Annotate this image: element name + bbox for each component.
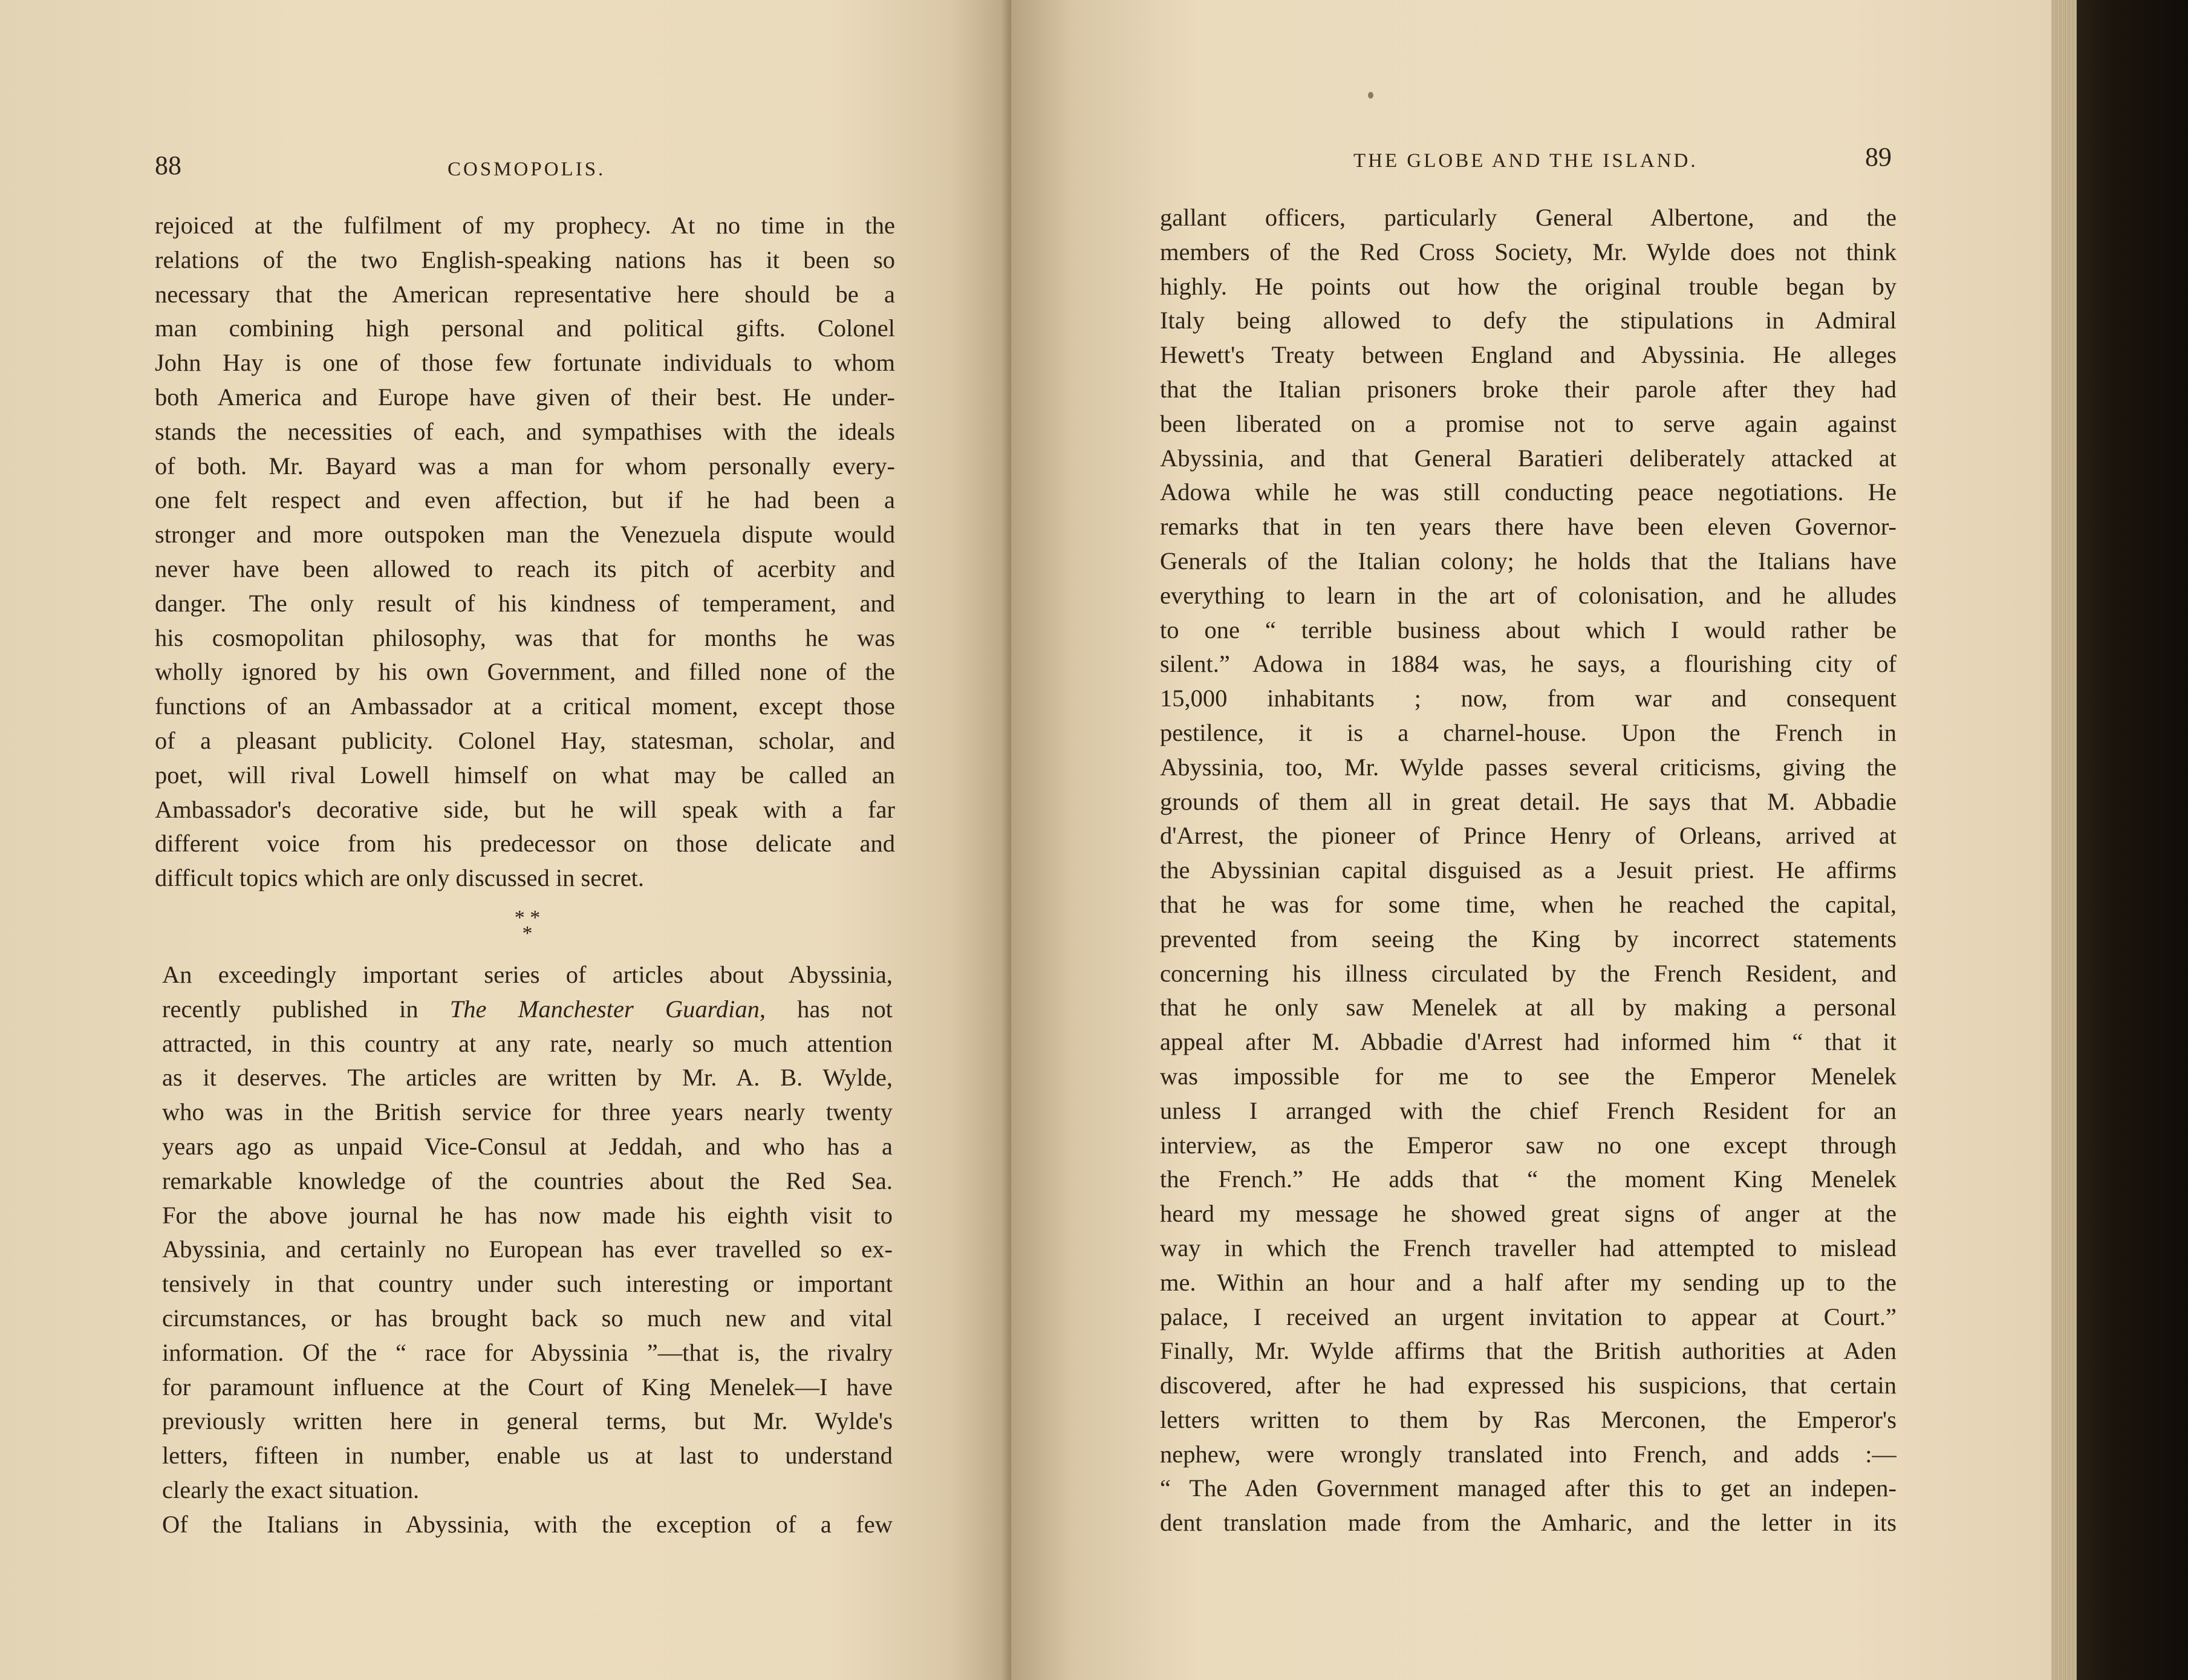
text-line: difficult topics which are only discussed in secret. <box>155 864 645 892</box>
text-line: functions of an Ambassador at a critical moment, except those <box>155 692 895 720</box>
page-number-left: 88 <box>155 151 181 180</box>
text-line: been liberated on a promise not to serve again against <box>1160 409 1897 437</box>
text-line: remarkable knowledge of the countries about the Red Sea. <box>162 1167 893 1194</box>
text-line: grounds of them all in great detail. He says that M. Abbadie <box>1160 787 1897 815</box>
text-line: nephew, were wrongly translated into French, and adds :— <box>1160 1440 1897 1468</box>
text-line: prevented from seeing the King by incorrect statements <box>1160 925 1897 952</box>
text-line: of a pleasant publicity. Colonel Hay, statesman, scholar, and <box>155 726 895 754</box>
text-line: circumstances, or has brought back so much new and vital <box>162 1304 893 1332</box>
text-line: d'Arrest, the pioneer of Prince Henry of Orleans, arrived at <box>1160 822 1897 850</box>
text-line: Finally, Mr. Wylde affirms that the British authorities at Aden <box>1160 1337 1897 1365</box>
text-line: gallant officers, particularly General Albertone, and the <box>1160 204 1897 231</box>
text-line: concerning his illness circulated by the French Resident, and <box>1160 959 1897 987</box>
text-line: John Hay is one of those few fortunate individuals to whom <box>155 349 895 377</box>
text-line: unless I arranged with the chief French Resident for an <box>1160 1096 1897 1124</box>
text-line: clearly the exact situation. <box>162 1476 420 1503</box>
text-line: everything to learn in the art of colonisation, and he alludes <box>1160 581 1897 609</box>
text-line: silent.” Adowa in 1884 was, he says, a flourishing city of <box>1160 650 1897 678</box>
page-number-right: 89 <box>1865 142 1892 172</box>
right-page <box>1011 0 2051 1680</box>
text-line: tensively in that country under such interesting or important <box>162 1270 893 1298</box>
text-line: the French.” He adds that “ the moment King Menelek <box>1160 1165 1897 1193</box>
text-line: “ The Aden Government managed after this to get an indepen- <box>1160 1474 1897 1502</box>
text-line-with-title: recently published in The Manchester Guardian, has not <box>162 995 893 1023</box>
text-line: stronger and more outspoken man the Venezuela dispute would <box>155 521 895 549</box>
text-line: Of the Italians in Abyssinia, with the exception of a few <box>162 1510 893 1538</box>
text-line: Ambassador's decorative side, but he will speak with a far <box>155 795 895 823</box>
running-head-right: THE GLOBE AND THE ISLAND. <box>1353 150 1698 172</box>
left-text-block-bottom <box>162 958 893 1542</box>
left-page <box>0 0 1011 1680</box>
text-line: danger. The only result of his kindness of temperament, and <box>155 589 895 617</box>
text-line: information. Of the “ race for Abyssinia ”—that is, the rivalry <box>162 1338 893 1366</box>
text-line: the Abyssinian capital disguised as a Jesuit priest. He affirms <box>1160 856 1897 884</box>
text-line: heard my message he showed great signs of anger at the <box>1160 1200 1897 1228</box>
text-line: that the Italian prisoners broke their parole after they had <box>1160 375 1897 403</box>
text-line: letters, fifteen in number, enable us at last to understand <box>162 1442 893 1470</box>
text-line: letters written to them by Ras Merconen, the Emperor's <box>1160 1405 1897 1433</box>
page-edges <box>2051 0 2077 1680</box>
text-line: that he was for some time, when he reached the capital, <box>1160 890 1897 918</box>
text-line: different voice from his predecessor on those delicate and <box>155 830 895 858</box>
text-line: relations of the two English-speaking nations has it been so <box>155 246 895 273</box>
text-line: years ago as unpaid Vice-Consul at Jeddah, and who has a <box>162 1132 893 1160</box>
text-line: was impossible for me to see the Emperor Menelek <box>1160 1062 1897 1090</box>
text-line: way in which the French traveller had attempted to mislead <box>1160 1234 1897 1262</box>
text-line: For the above journal he has now made his eighth visit to <box>162 1201 893 1229</box>
left-text-block-top <box>155 209 895 896</box>
text-line: attracted, in this country at any rate, nearly so much attention <box>162 1029 893 1057</box>
text-line: his cosmopolitan philosophy, was that for months he was <box>155 623 895 651</box>
right-text-block <box>1160 201 1897 1540</box>
text-line: both America and Europe have given of their best. He under- <box>155 383 895 411</box>
section-break-asterism: * * * <box>514 907 541 945</box>
text-line: me. Within an hour and a half after my sending up to the <box>1160 1268 1897 1296</box>
running-head-left: COSMOPOLIS. <box>448 158 606 180</box>
text-line: remarks that in ten years there have been eleven Governor- <box>1160 513 1897 541</box>
text-line: stands the necessities of each, and sympathises with the ideals <box>155 417 895 445</box>
text-line: for paramount influence at the Court of King Menelek—I have <box>162 1373 893 1401</box>
text-line: as it deserves. The articles are written by Mr. A. B. Wylde, <box>162 1064 893 1092</box>
text-line: members of the Red Cross Society, Mr. Wylde does not think <box>1160 238 1897 265</box>
text-line: rejoiced at the fulfilment of my prophecy. At no time in the <box>155 212 895 239</box>
text-line: highly. He points out how the original trouble began by <box>1160 272 1897 300</box>
text-line: discovered, after he had expressed his suspicions, that certain <box>1160 1372 1897 1399</box>
text-line: of both. Mr. Bayard was a man for whom personally every- <box>155 452 895 480</box>
text-line: Italy being allowed to defy the stipulations in Admiral <box>1160 307 1897 334</box>
text-line: interview, as the Emperor saw no one except through <box>1160 1131 1897 1159</box>
text-line: 15,000 inhabitants ; now, from war and consequent <box>1160 685 1897 712</box>
text-line: wholly ignored by his own Government, and filled none of the <box>155 658 895 686</box>
text-line: that he only saw Menelek at all by making a personal <box>1160 994 1897 1021</box>
paper-speck <box>1368 92 1373 99</box>
text-line: never have been allowed to reach its pitch of acerbity and <box>155 555 895 582</box>
text-line: necessary that the American representative here should be a <box>155 280 895 308</box>
text-line: pestilence, it is a charnel-house. Upon the French in <box>1160 718 1897 746</box>
text-line: dent translation made from the Amharic, and the letter in its <box>1160 1509 1897 1537</box>
text-line: to one “ terrible business about which I would rather be <box>1160 616 1897 643</box>
text-line: man combining high personal and political gifts. Colonel <box>155 314 895 342</box>
text-line: poet, will rival Lowell himself on what may be called an <box>155 761 895 789</box>
text-line: previously written here in general terms, but Mr. Wylde's <box>162 1407 893 1435</box>
text-line: An exceedingly important series of articles about Abyssinia, <box>162 961 893 988</box>
text-line: Generals of the Italian colony; he holds that the Italians have <box>1160 547 1897 575</box>
text-line: Abyssinia, too, Mr. Wylde passes several criticisms, giving the <box>1160 753 1897 781</box>
book-cover-edge <box>2077 0 2188 1680</box>
text-line: Adowa while he was still conducting peace negotiations. He <box>1160 478 1897 506</box>
text-line: Hewett's Treaty between England and Abyssinia. He alleges <box>1160 341 1897 369</box>
text-line: Abyssinia, and certainly no European has ever travelled so ex- <box>162 1236 893 1263</box>
text-line: one felt respect and even affection, but if he had been a <box>155 486 895 514</box>
text-line: who was in the British service for three years nearly twenty <box>162 1098 893 1126</box>
text-line: palace, I received an urgent invitation to appear at Court.” <box>1160 1303 1897 1330</box>
text-line: appeal after M. Abbadie d'Arrest had informed him “ that it <box>1160 1028 1897 1056</box>
newspaper-title: The Manchester Guardian, <box>449 995 766 1023</box>
text-line: Abyssinia, and that General Baratieri deliberately attacked at <box>1160 444 1897 472</box>
